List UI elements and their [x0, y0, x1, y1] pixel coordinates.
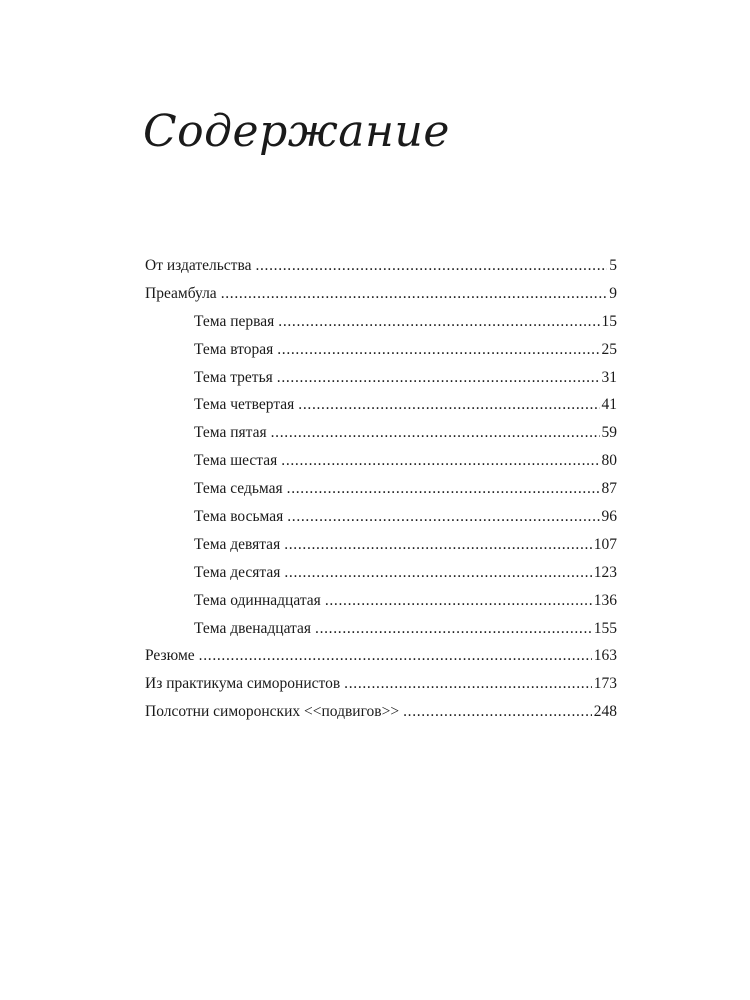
- toc-page-number: 15: [601, 312, 617, 330]
- toc-dot-leader: [298, 391, 599, 419]
- toc-entry-label: Тема двенадцатая: [194, 619, 312, 637]
- toc-entry-label: От издательства: [145, 257, 252, 274]
- toc-dot-leader: [277, 336, 599, 364]
- toc-page-number: 96: [601, 508, 617, 526]
- toc-dot-leader: [255, 252, 607, 280]
- toc-page-number: 9: [609, 284, 617, 302]
- toc-page-number: 155: [593, 619, 617, 637]
- toc-dot-leader: [287, 475, 600, 503]
- toc-dot-leader: [344, 670, 592, 698]
- toc-entry-label: Тема шестая: [194, 452, 278, 470]
- toc-entry-label: Резюме: [145, 647, 195, 665]
- toc-entry: [145, 531, 617, 559]
- toc-entry: [145, 670, 617, 698]
- toc-entry: [145, 308, 617, 336]
- toc-entry-label: Тема первая: [194, 312, 275, 330]
- toc-dot-leader: [403, 698, 592, 726]
- toc-dot-leader: [271, 419, 600, 447]
- toc-entry: [145, 419, 617, 447]
- toc-entry-label: Полсотни симоронских <<подвигов>>: [145, 703, 400, 721]
- toc-page-number: 31: [601, 368, 617, 386]
- table-of-contents: [145, 252, 617, 726]
- toc-entry: [145, 559, 617, 587]
- toc-entry-label: Тема одиннадцатая: [194, 591, 321, 609]
- toc-page-number: 80: [601, 452, 617, 470]
- toc-entry-label: Из практикума симоронистов: [145, 675, 341, 693]
- toc-page-number: 5: [609, 257, 617, 274]
- toc-entry: [145, 587, 617, 615]
- toc-page-number: 248: [593, 703, 617, 721]
- toc-page-number: 173: [593, 675, 617, 693]
- toc-dot-leader: [325, 587, 592, 615]
- toc-page-number: 107: [593, 535, 617, 553]
- toc-page-number: 41: [601, 396, 617, 414]
- toc-entry: [145, 280, 617, 308]
- toc-entry-label: Тема третья: [194, 368, 273, 386]
- toc-entry: [145, 475, 617, 503]
- toc-page-number: 25: [601, 340, 617, 358]
- toc-entry-label: Тема девятая: [194, 535, 281, 553]
- toc-entry: [145, 698, 617, 726]
- toc-entry: [145, 364, 617, 392]
- toc-entry-label: Тема пятая: [194, 424, 267, 442]
- toc-entry: [145, 615, 617, 643]
- toc-entry: [145, 642, 617, 670]
- toc-page-number: 87: [601, 480, 617, 498]
- toc-entry: [145, 336, 617, 364]
- toc-page-number: 163: [593, 647, 617, 665]
- toc-page-number: 136: [593, 591, 617, 609]
- toc-entry: [145, 447, 617, 475]
- toc-entry-label: Тема четвертая: [194, 396, 295, 414]
- toc-page-number: 123: [593, 563, 617, 581]
- toc-dot-leader: [199, 642, 592, 670]
- toc-dot-leader: [284, 531, 592, 559]
- toc-entry: [145, 252, 617, 280]
- toc-dot-leader: [277, 364, 600, 392]
- page-title: Содержание: [143, 106, 450, 157]
- toc-dot-leader: [315, 615, 592, 643]
- toc-entry-label: Тема седьмая: [194, 480, 283, 498]
- toc-page-number: 59: [601, 424, 617, 442]
- toc-dot-leader: [278, 308, 599, 336]
- toc-entry-label: Преамбула: [145, 284, 217, 302]
- toc-dot-leader: [221, 280, 608, 308]
- toc-entry: [145, 391, 617, 419]
- toc-dot-leader: [281, 447, 599, 475]
- toc-entry-label: Тема восьмая: [194, 508, 284, 526]
- toc-entry: [145, 503, 617, 531]
- toc-entry-label: Тема десятая: [194, 563, 281, 581]
- toc-dot-leader: [284, 559, 591, 587]
- toc-dot-leader: [287, 503, 599, 531]
- toc-entry-label: Тема вторая: [194, 340, 274, 358]
